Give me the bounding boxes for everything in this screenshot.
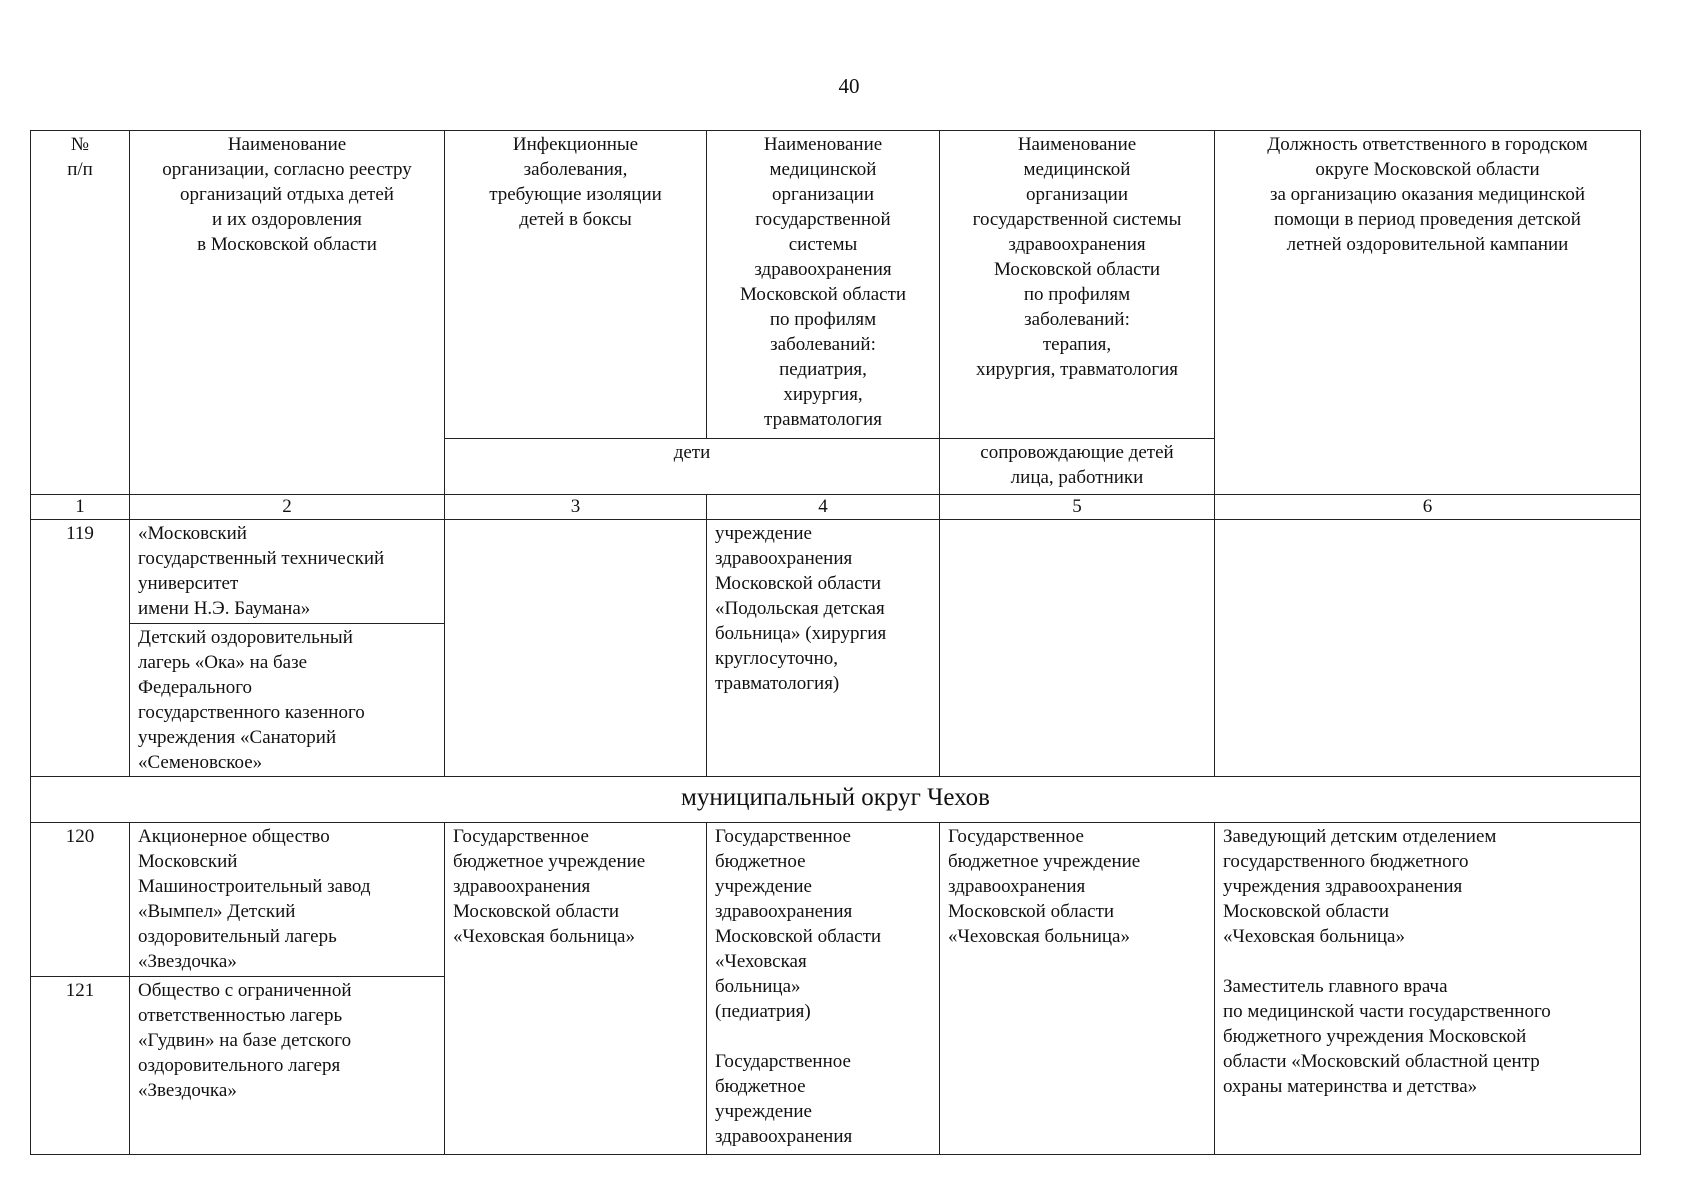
header-organization: Наименование организации, согласно реестру организаций отдыха детей и их оздоровления в Московской области xyxy=(130,131,445,495)
section-title: муниципальный округ Чехов xyxy=(31,777,1641,823)
page-number: 40 xyxy=(838,74,860,98)
header-infectious-diseases: Инфекционные заболевания, требующие изоляции детей в боксы xyxy=(445,131,707,439)
row-number: 120 xyxy=(31,823,130,977)
column-number: 1 xyxy=(31,495,130,520)
header-medical-org-children: Наименование медицинской организации государственной системы здравоохранения Московской области по профилям заболеваний: педиатрия, хирургия, травматология xyxy=(707,131,940,439)
infectious-cell xyxy=(445,520,707,777)
medical-org-children-cell: Государственное бюджетное учреждение здравоохранения Московской области «Чеховская больница» (педиатрия) Государственное бюджетное учреждение здравоохранения xyxy=(707,823,940,1155)
column-number-row xyxy=(31,495,1641,520)
row-number: 121 xyxy=(31,977,130,1155)
table-row xyxy=(31,520,1641,624)
table-row xyxy=(31,823,1641,977)
responsible-cell xyxy=(1215,520,1641,777)
organization-name: Детский оздоровительный лагерь «Ока» на базе Федерального государственного казенного учреждения «Санаторий «Семеновское» xyxy=(130,624,445,777)
medical-org-children-cell: учреждение здравоохранения Московской области «Подольская детская больница» (хирургия круглосуточно, травматология) xyxy=(707,520,940,777)
column-number: 4 xyxy=(707,495,940,520)
header-number: № п/п xyxy=(31,131,130,495)
row-number: 119 xyxy=(31,520,130,777)
medical-org-adults-cell xyxy=(940,520,1215,777)
header-row xyxy=(31,131,1641,439)
infectious-cell: Государственное бюджетное учреждение здравоохранения Московской области «Чеховская больница» xyxy=(445,823,707,1155)
section-row xyxy=(31,777,1641,823)
header-medical-org-adults: Наименование медицинской организации государственной системы здравоохранения Московской области по профилям заболеваний: терапия, хирургия, травматология xyxy=(940,131,1215,439)
header-children: дети xyxy=(445,439,940,495)
header-accompanying: сопровождающие детей лица, работники xyxy=(940,439,1215,495)
column-number: 2 xyxy=(130,495,445,520)
column-number: 5 xyxy=(940,495,1215,520)
column-number: 3 xyxy=(445,495,707,520)
medical-org-adults-cell: Государственное бюджетное учреждение здравоохранения Московской области «Чеховская больница» xyxy=(940,823,1215,1155)
medical-organizations-table xyxy=(30,130,1641,1155)
header-responsible-position: Должность ответственного в городском округе Московской области за организацию оказания медицинской помощи в период проведения детской летней оздоровительной кампании xyxy=(1215,131,1641,495)
responsible-cell: Заведующий детским отделением государственного бюджетного учреждения здравоохранения Московской области «Чеховская больница» Заместитель главного врача по медицинской части государственного бюджетного учреждения Московской области «Московский областной центр охраны материнства и детства» xyxy=(1215,823,1641,1155)
organization-name: «Московский государственный технический университет имени Н.Э. Баумана» xyxy=(130,520,445,624)
organization-name: Акционерное общество Московский Машиностроительный завод «Вымпел» Детский оздоровительный лагерь «Звездочка» xyxy=(130,823,445,977)
column-number: 6 xyxy=(1215,495,1641,520)
organization-name: Общество с ограниченной ответственностью лагерь «Гудвин» на базе детского оздоровительного лагеря «Звездочка» xyxy=(130,977,445,1155)
